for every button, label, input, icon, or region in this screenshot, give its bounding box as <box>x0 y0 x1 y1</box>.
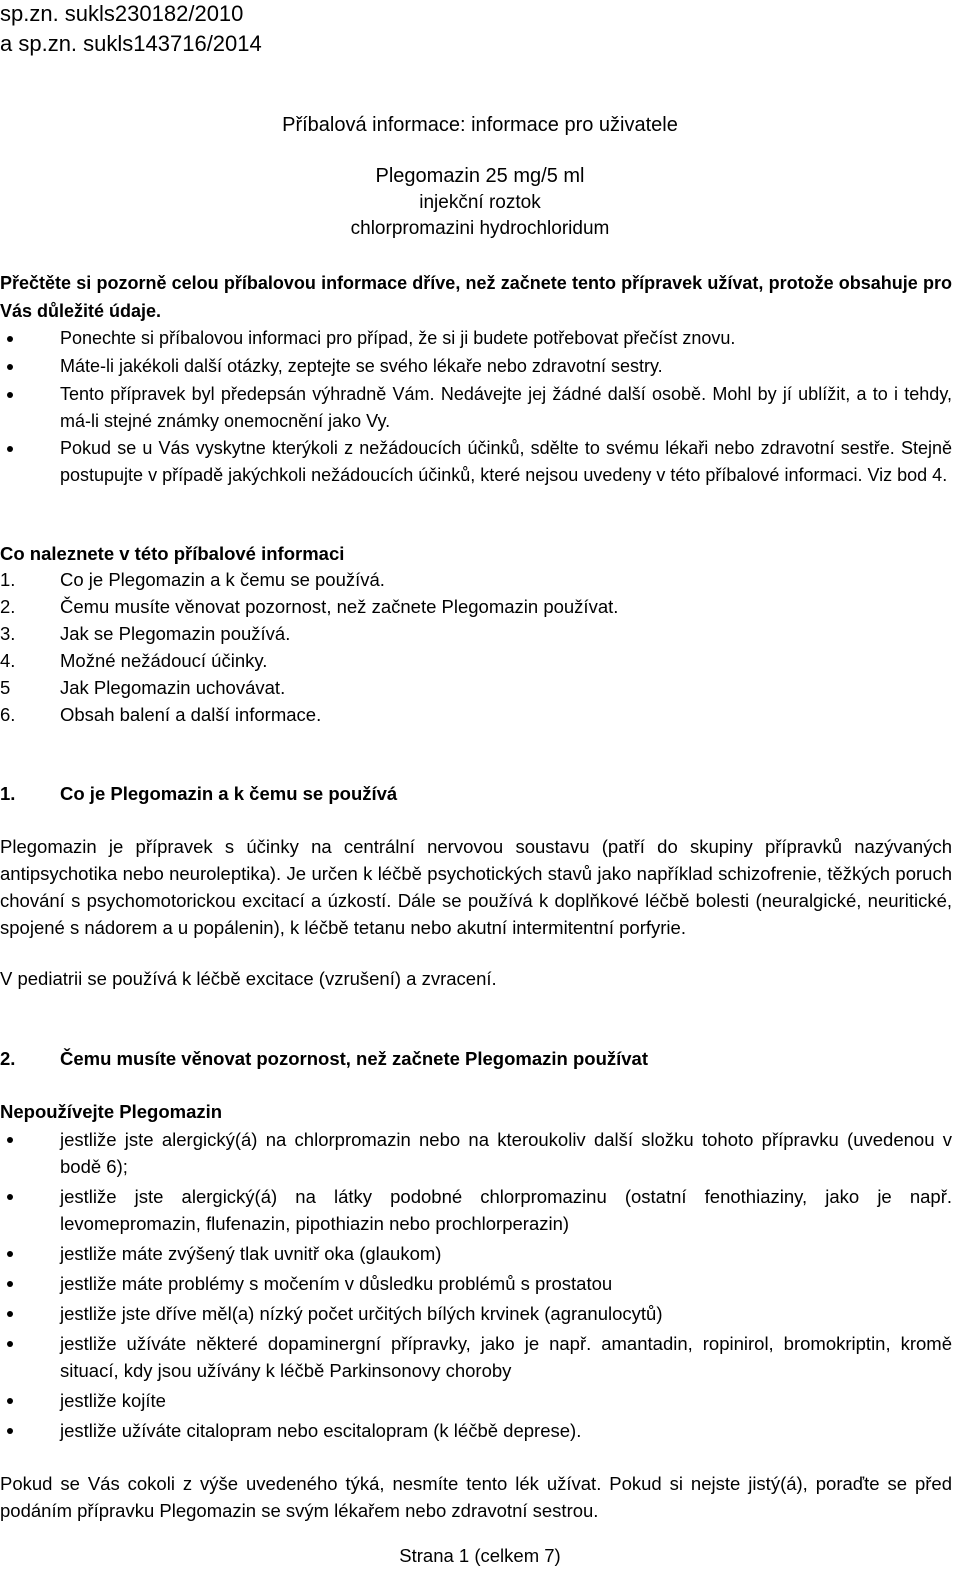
toc-item-text: Obsah balení a další informace. <box>60 704 322 725</box>
section-1-paragraph-pediatrics: V pediatrii se používá k léčbě excitace (vzrušení) a zvracení. <box>0 968 497 989</box>
contraindication-item <box>0 1126 952 1180</box>
section-2-closing: Pokud se Vás cokoli z výše uvedeného týká, nesmíte tento lék užívat. Pokud si nejste jistý(á), poraďte se před podáním přípravku Plegomazin se svým lékařem nebo zdravotní sestrou. <box>0 1473 952 1521</box>
contraindication-text: jestliže kojíte <box>60 1390 166 1411</box>
intro-bullet-text: Tento přípravek byl předepsán výhradně Vám. Nedávejte jej žádné další osobě. Mohl by jí ublížit, a to i tehdy, má-li stejné známky onemocnění jako Vy. <box>60 384 952 431</box>
toc-item <box>0 701 321 728</box>
contraindication-text: jestliže užíváte citalopram nebo escitalopram (k léčbě deprese). <box>60 1420 582 1441</box>
intro-bullet-text: Pokud se u Vás vyskytne kterýkoli z nežádoucích účinků, sdělte to svému lékaři nebo zdravotní sestře. Stejně postupujte v případě jakýchkoli nežádoucích účinků, které nejsou uvedeny v této příbalové informaci. Viz bod 4. <box>60 438 952 485</box>
intro-bullet <box>0 353 952 380</box>
toc-item <box>0 674 285 701</box>
intro-bullet-text: Máte-li jakékoli další otázky, zeptejte se svého lékaře nebo zdravotní sestry. <box>60 356 663 376</box>
contraindication-text: jestliže máte zvýšený tlak uvnitř oka (glaukom) <box>60 1243 442 1264</box>
intro-bullet <box>0 325 952 352</box>
intro-warning: Přečtěte si pozorně celou příbalovou informace dříve, než začnete tento přípravek užívat, protože obsahuje pro Vás důležité údaje. <box>0 273 952 321</box>
toc-item-number: 5 <box>0 677 11 698</box>
bullet-icon <box>7 364 13 370</box>
toc-item-text: Možné nežádoucí účinky. <box>60 650 268 671</box>
toc-item-text: Jak se Plegomazin používá. <box>60 623 291 644</box>
contraindication-text: jestliže jste alergický(á) na látky podobné chlorpromazinu (ostatní fenothiaziny, jako je např. levomepromazin, flufenazin, pipothiazin nebo prochlorperazin) <box>60 1186 952 1234</box>
intro-bullet <box>0 381 952 435</box>
toc-item-number: 4. <box>0 650 16 671</box>
contraindication-text: jestliže jste alergický(á) na chlorpromazin nebo na kteroukoliv další složku tohoto přípravku (uvedenou v bodě 6); <box>60 1129 952 1177</box>
bullet-icon <box>7 446 13 452</box>
toc-item-text: Čemu musíte věnovat pozornost, než začnete Plegomazin používat. <box>60 596 619 617</box>
section-title: Co je Plegomazin a k čemu se používá <box>60 783 398 804</box>
toc-item-number: 1. <box>0 569 16 590</box>
product-name: Plegomazin 25 mg/5 ml <box>375 165 585 187</box>
contraindication-text: jestliže jste dříve měl(a) nízký počet určitých bílých krvinek (agranulocytů) <box>60 1303 663 1324</box>
contraindication-text: jestliže užíváte některé dopaminergní přípravky, jako je např. amantadin, ropinirol, bromokriptin, kromě situací, kdy jsou užívány k léčbě Parkinsonovy choroby <box>60 1333 952 1381</box>
page-title: Příbalová informace: informace pro uživatele <box>282 114 678 136</box>
toc-item-number: 6. <box>0 704 16 725</box>
section-title: Čemu musíte věnovat pozornost, než začnete Plegomazin používat <box>60 1048 648 1069</box>
bullet-icon <box>7 336 13 342</box>
bullet-icon <box>7 1194 13 1200</box>
bullet-icon <box>7 392 13 398</box>
toc-item-text: Co je Plegomazin a k čemu se používá. <box>60 569 385 590</box>
section-1-paragraph: Plegomazin je přípravek s účinky na centrální nervovou soustavu (patří do skupiny přípravků nazývaných antipsychotika nebo neuroleptika). Je určen k léčbě psychotických stavů jako například schizofrenie, těžkých poruch chování s psychomotorickou excitací a úzkostí. Dále se používá k doplňkové léčbě bolesti (neuralgické, neuritické, spojené s nádorem a u popálenin), k léčbě tetanu nebo akutní intermitentní porfyrie. <box>0 836 952 938</box>
intro-bullet <box>0 435 952 489</box>
bullet-icon <box>7 1428 13 1434</box>
section-number: 2. <box>0 1048 16 1069</box>
reference-number-1: sp.zn. sukls230182/2010 <box>0 1 244 26</box>
toc-item <box>0 620 290 647</box>
bullet-icon <box>7 1398 13 1404</box>
section-2-heading <box>0 1045 648 1072</box>
contraindication-item <box>0 1300 952 1327</box>
toc-item <box>0 566 385 593</box>
reference-number-2: a sp.zn. sukls143716/2014 <box>0 31 262 56</box>
product-form: injekční roztok <box>419 192 541 213</box>
toc-heading: Co naleznete v této příbalové informaci <box>0 543 345 564</box>
section-1-heading <box>0 780 397 807</box>
bullet-icon <box>7 1311 13 1317</box>
toc-item-number: 3. <box>0 623 16 644</box>
product-substance: chlorpromazini hydrochloridum <box>350 218 610 239</box>
toc-item <box>0 647 267 674</box>
intro-bullet-text: Ponechte si příbalovou informaci pro případ, že si ji budete potřebovat přečíst znovu. <box>60 328 736 348</box>
contraindication-item <box>0 1417 952 1444</box>
contraindication-item <box>0 1330 952 1384</box>
section-number: 1. <box>0 783 16 804</box>
contraindication-item <box>0 1183 952 1237</box>
page-number: Strana 1 (celkem 7) <box>399 1545 561 1566</box>
toc-item <box>0 593 618 620</box>
bullet-icon <box>7 1137 13 1143</box>
toc-item-text: Jak Plegomazin uchovávat. <box>60 677 286 698</box>
contraindication-item <box>0 1270 952 1297</box>
contraindication-item <box>0 1387 952 1414</box>
contraindication-item <box>0 1240 952 1267</box>
section-2-subheading: Nepoužívejte Plegomazin <box>0 1101 223 1122</box>
toc-item-number: 2. <box>0 596 16 617</box>
bullet-icon <box>7 1281 13 1287</box>
bullet-icon <box>7 1341 13 1347</box>
bullet-icon <box>7 1251 13 1257</box>
contraindication-text: jestliže máte problémy s močením v důsledku problémů s prostatou <box>60 1273 613 1294</box>
